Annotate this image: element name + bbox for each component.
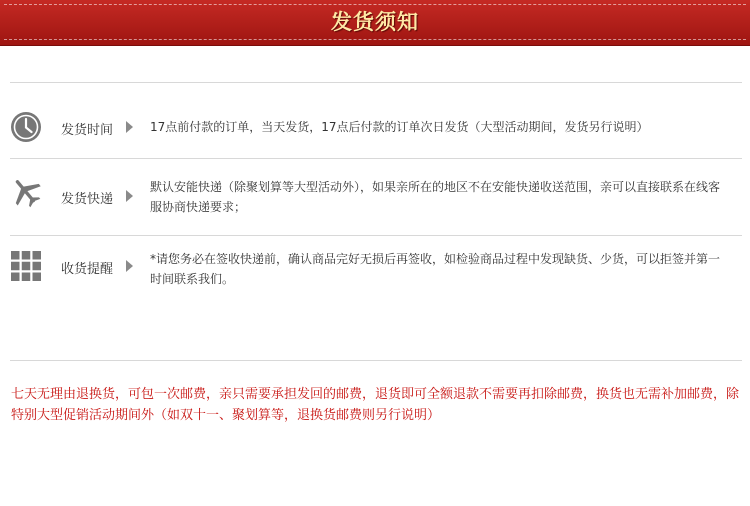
banner-stitch-bottom: [4, 39, 746, 40]
header-banner: [0, 0, 750, 46]
arrow-right-icon: [126, 121, 133, 133]
return-policy-notice: 七天无理由退换货，可包一次邮费，亲只需要承担发回的邮费，退货即可全额退款不需要再扣除邮费，换货也无需补加邮费，除特别大型促销活动期间外（如双十一、聚划算等，退换货邮费则另行说明）: [11, 387, 740, 423]
grid-icon: [10, 250, 42, 282]
row-text: *请您务必在签收快递前，确认商品完好无损后再签收，如检验商品过程中发现缺货、少货，可以拒签并第一时间联系我们。: [150, 252, 721, 286]
arrow-right-icon: [126, 260, 133, 272]
divider-top: [10, 82, 742, 83]
arrow-right-icon: [126, 190, 133, 202]
page-title: 发货须知: [331, 9, 419, 34]
banner-stitch-top: [4, 4, 746, 5]
row-text: 17点前付款的订单，当天发货，17点后付款的订单次日发货（大型活动期间，发货另行说明）: [150, 120, 649, 134]
clock-icon: [10, 111, 42, 143]
row-label: 发货快递: [61, 192, 114, 207]
divider: [10, 235, 742, 236]
row-label: 收货提醒: [61, 262, 114, 277]
row-text: 默认安能快递（除聚划算等大型活动外），如果亲所在的地区不在安能快递收送范围，亲可以直接联系在线客服协商快递要求；: [150, 180, 721, 214]
airplane-icon: [10, 176, 42, 208]
row-label: 发货时间: [61, 123, 114, 138]
divider: [10, 158, 742, 159]
divider-bottom: [10, 360, 742, 361]
